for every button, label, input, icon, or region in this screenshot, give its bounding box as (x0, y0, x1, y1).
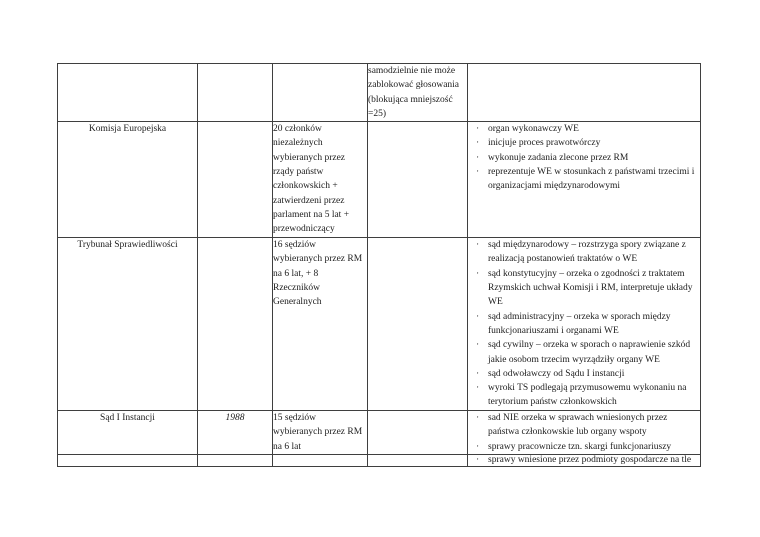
function-text: sąd odwoławczy od Sądu I instancji (488, 368, 625, 379)
table-row (58, 455, 701, 467)
function-text: inicjuje proces prawotwórczy (488, 138, 601, 149)
bullet-icon: · (476, 455, 480, 466)
bullet-item (468, 455, 700, 466)
bullet-icon: · (476, 441, 480, 452)
composition-cell (273, 455, 368, 467)
composition-text: 20 członków niezależnych wybieranych przez rządy państw członkowskich + zatwierdzeni przez parlament na 5 lat + przewodniczący (273, 124, 350, 235)
year-cell (198, 122, 273, 238)
bullet-item (468, 310, 700, 339)
year-value: 1988 (225, 413, 245, 424)
function-text: sprawy wniesione przez podmioty gospodarcze na tle (488, 455, 692, 466)
function-text: sąd międzynarodowy – rozstrzyga spory związane z realizacją postanowień traktatów o WE (488, 240, 686, 265)
institution-name-cell (58, 238, 198, 411)
bullet-icon: · (476, 340, 480, 351)
bullet-item (468, 267, 700, 310)
year-cell (198, 238, 273, 411)
institution-name-cell (58, 64, 198, 122)
functions-cell (468, 411, 701, 455)
table-row (58, 411, 701, 455)
composition-text: 16 sędziów wybieranych przez RM na 6 lat, + 8 Rzeczników Generalnych (273, 240, 363, 308)
bullet-item (468, 165, 700, 194)
function-text: sąd administracyjny – orzeka w sporach między funkcjonariuszami i organami WE (488, 311, 671, 336)
function-text: sad NIE orzeka w sprawach wniesionych przez państwa członkowskie lub organy wspoty (488, 413, 668, 438)
bullet-icon: · (476, 413, 480, 424)
bullet-item (468, 151, 700, 165)
function-text: sprawy pracownicze tzn. skargi funkcjonariuszy (488, 441, 672, 452)
institution-name-cell (58, 411, 198, 455)
function-text: wyroki TS podlegają przymusowemu wykonaniu na terytorium państw członkowskich (488, 383, 687, 408)
functions-cell (468, 455, 701, 467)
institution-name-cell (58, 455, 198, 467)
bullet-icon: · (476, 368, 480, 379)
function-text: organ wykonawczy WE (488, 124, 579, 135)
bullet-item (468, 136, 700, 150)
function-text: sąd cywilny – orzeka w sporach o naprawienie szkód jakie osobom trzecim wyrządziły organy WE (488, 340, 691, 365)
function-text: wykonuje zadania zlecone przez RM (488, 152, 629, 163)
institution-name-cell (58, 122, 198, 238)
voting-note-cell (368, 411, 468, 455)
bullet-item (468, 122, 700, 136)
function-text: sąd konstytucyjny – orzeka o zgodności z traktatem Rzymskich uchwał Komisji i RM, interpretuje układy WE (488, 268, 693, 308)
bullet-icon: · (476, 383, 480, 394)
bullet-icon: · (476, 167, 480, 178)
bullet-item (468, 367, 700, 381)
year-cell (198, 411, 273, 455)
functions-cell (468, 122, 701, 238)
table-row (58, 64, 701, 122)
bullet-icon: · (476, 124, 480, 135)
year-cell (198, 64, 273, 122)
voting-note-cell (368, 238, 468, 411)
functions-cell (468, 64, 701, 122)
function-text: reprezentuje WE w stosunkach z państwami trzecimi i organizacjami międzynarodowymi (488, 167, 695, 192)
year-cell (198, 455, 273, 467)
composition-cell (273, 64, 368, 122)
voting-note-cell (368, 64, 468, 122)
bullet-item (468, 338, 700, 367)
institution-name: Sąd I Instancji (100, 413, 155, 424)
institution-name: Komisja Europejska (88, 124, 167, 135)
composition-text: 15 sędziów wybieranych przez RM na 6 lat (273, 413, 363, 452)
institution-name: Trybunał Sprawiedliwości (77, 240, 178, 251)
bullet-icon: · (476, 138, 480, 149)
voting-note-text: samodzielnie nie może zablokować głosowania (blokująca mniejszość =25) (368, 66, 460, 119)
voting-note-cell (368, 455, 468, 467)
table-row (58, 238, 701, 411)
composition-cell (273, 238, 368, 411)
bullet-item (468, 238, 700, 267)
functions-cell (468, 238, 701, 411)
bullet-item (468, 411, 700, 440)
bullet-icon: · (476, 311, 480, 322)
bullet-icon: · (476, 240, 480, 251)
bullet-icon: · (476, 268, 480, 279)
composition-cell (273, 411, 368, 455)
bullet-icon: · (476, 152, 480, 163)
composition-cell (273, 122, 368, 238)
voting-note-cell (368, 122, 468, 238)
institutions-table (57, 63, 701, 467)
bullet-item (468, 440, 700, 454)
table-row (58, 122, 701, 238)
bullet-item (468, 381, 700, 410)
